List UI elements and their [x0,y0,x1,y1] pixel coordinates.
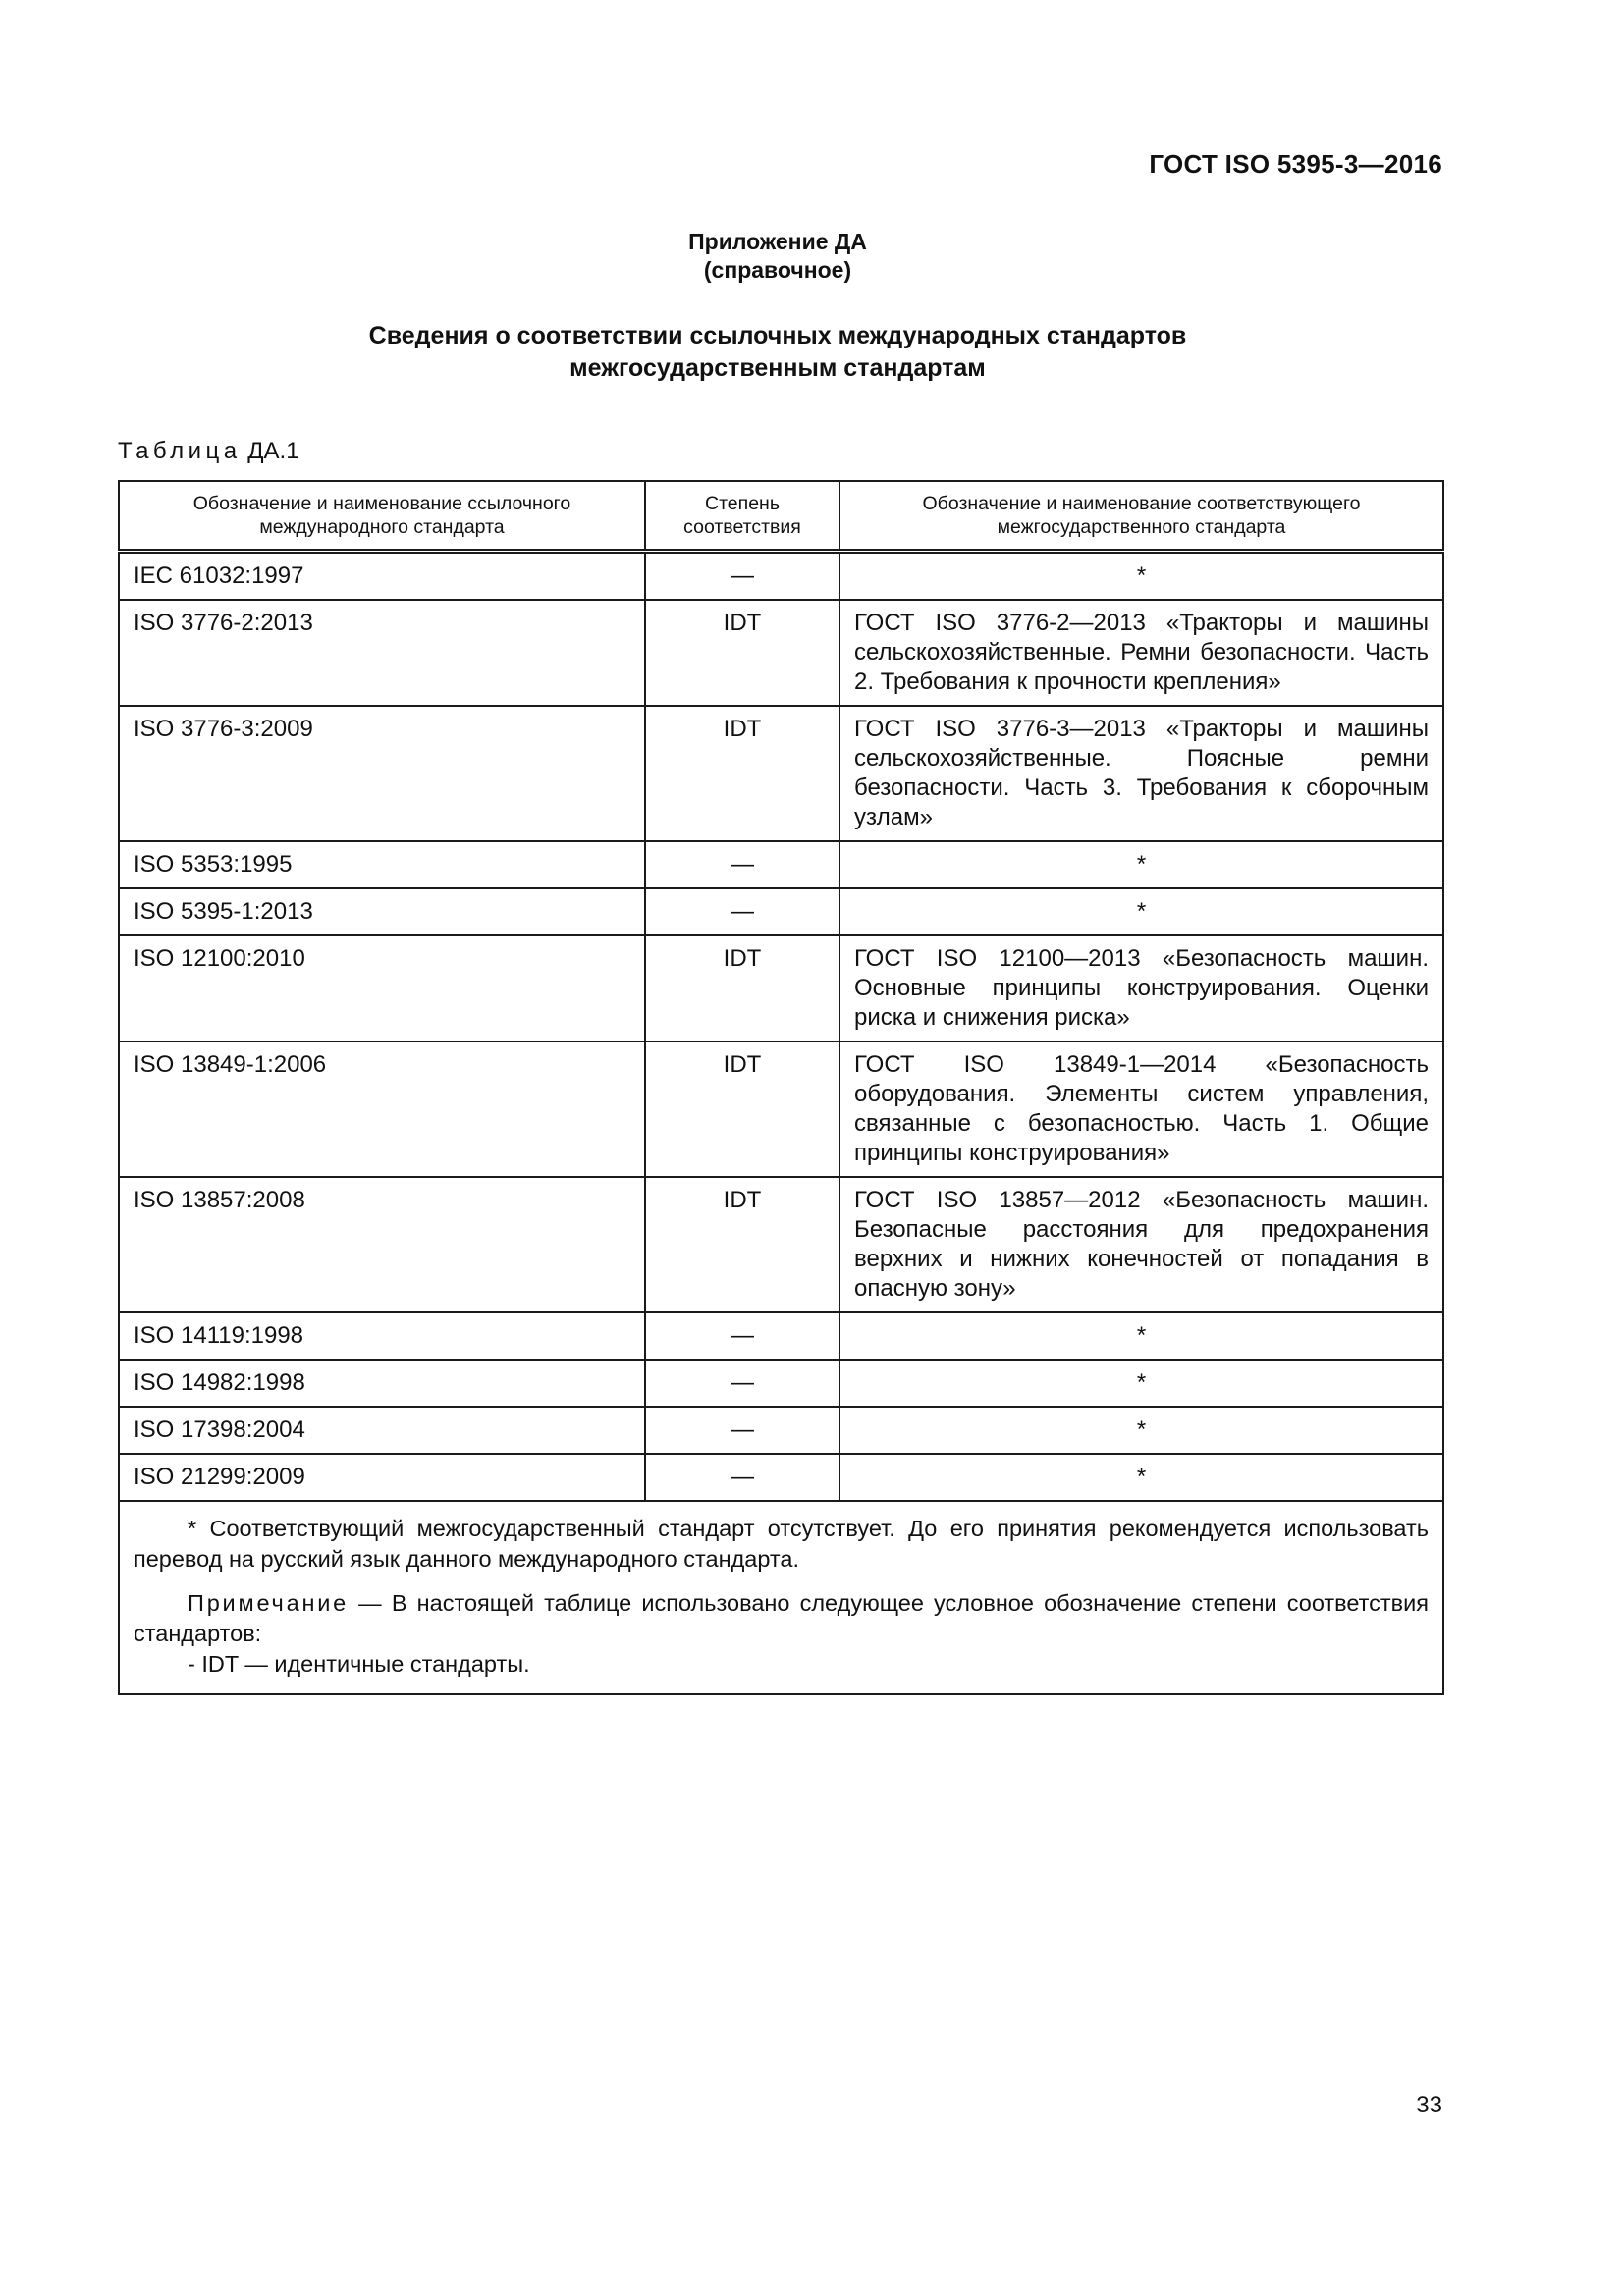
note-label: Примечание [188,1590,350,1616]
reference-standard-cell: ISO 14982:1998 [119,1360,645,1407]
reference-standard-cell: ISO 5395-1:2013 [119,888,645,935]
degree-cell: — [645,552,839,601]
table-row [119,1177,1443,1312]
degree-cell: IDT [645,1177,839,1312]
reference-standard-cell: ISO 14119:1998 [119,1312,645,1360]
document-code: ГОСТ ISO 5395-3—2016 [1149,149,1442,179]
interstate-standard-cell: * [839,552,1443,601]
interstate-standard-cell: * [839,1407,1443,1454]
section-title-line1: Сведения о соответствии ссылочных международных стандартов [368,322,1187,349]
table-row [119,600,1443,706]
annex-subtitle: (справочное) [703,257,852,283]
reference-standard-cell: ISO 13849-1:2006 [119,1041,645,1177]
table-caption [118,438,299,465]
interstate-standard-cell: ГОСТ ISO 13857—2012 «Безопасность машин. Безопасные расстояния для предохранения верхних и нижних конечностей от попадания в опасную зону» [839,1177,1443,1312]
table-caption-number: ДА.1 [247,438,299,464]
degree-cell: — [645,841,839,888]
page-number: 33 [1416,2092,1442,2118]
degree-cell: — [645,1360,839,1407]
interstate-standard-cell: ГОСТ ISO 3776-2—2013 «Тракторы и машины сельскохозяйственные. Ремни безопасности. Часть 2. Требования к прочности крепления» [839,600,1443,706]
header-interstate-standard: Обозначение и наименование соответствующего межгосударственного стандарта [839,481,1443,552]
reference-standard-cell: ISO 3776-2:2013 [119,600,645,706]
interstate-standard-cell: * [839,841,1443,888]
table-row [119,935,1443,1041]
degree-cell: — [645,1312,839,1360]
standards-table [118,480,1444,1695]
table-row [119,1454,1443,1501]
table-row [119,1407,1443,1454]
interstate-standard-cell: * [839,1312,1443,1360]
interstate-standard-cell: * [839,1360,1443,1407]
reference-standard-cell: ISO 17398:2004 [119,1407,645,1454]
degree-cell: IDT [645,706,839,841]
table-notes-row [119,1501,1443,1694]
reference-standard-cell: ISO 5353:1995 [119,841,645,888]
header-degree-of-conformity: Степень соответствия [645,481,839,552]
degree-cell: — [645,1454,839,1501]
degree-cell: IDT [645,1041,839,1177]
table-notes-cell [119,1501,1443,1694]
degree-cell: — [645,888,839,935]
degree-cell: IDT [645,935,839,1041]
reference-standard-cell: ISO 21299:2009 [119,1454,645,1501]
interstate-standard-cell: ГОСТ ISO 12100—2013 «Безопасность машин. Основные принципы конструирования. Оценки риска и снижения риска» [839,935,1443,1041]
table-note [134,1588,1429,1649]
interstate-standard-cell: ГОСТ ISO 3776-3—2013 «Тракторы и машины сельскохозяйственные. Поясные ремни безопасности. Часть 3. Требования к сборочным узлам» [839,706,1443,841]
interstate-standard-cell: * [839,888,1443,935]
reference-standard-cell: ISO 3776-3:2009 [119,706,645,841]
table-row [119,552,1443,601]
table-row [119,1360,1443,1407]
note-text: — В настоящей таблице использовано следующее условное обозначение степени соответствия стандартов: [134,1590,1429,1646]
table-header-row [119,481,1443,552]
reference-standard-cell: IEC 61032:1997 [119,552,645,601]
annex-title: Приложение ДА [688,229,867,254]
table-row [119,888,1443,935]
table-row [119,841,1443,888]
table-row [119,1312,1443,1360]
header-reference-standard: Обозначение и наименование ссылочного международного стандарта [119,481,645,552]
degree-cell: — [645,1407,839,1454]
annex-heading [0,228,1555,285]
degree-cell: IDT [645,600,839,706]
section-title-line2: межгосударственным стандартам [569,354,986,382]
interstate-standard-cell: * [839,1454,1443,1501]
table-row [119,706,1443,841]
reference-standard-cell: ISO 12100:2010 [119,935,645,1041]
table-footnote: * Соответствующий межгосударственный стандарт отсутствует. До его принятия рекомендуется использовать перевод на русский язык данного международного стандарта. [134,1516,1429,1572]
note-item: - IDT — идентичные стандарты. [188,1651,530,1677]
section-title [0,320,1555,385]
reference-standard-cell: ISO 13857:2008 [119,1177,645,1312]
table-row [119,1041,1443,1177]
interstate-standard-cell: ГОСТ ISO 13849-1—2014 «Безопасность оборудования. Элементы систем управления, связанные с безопасностью. Часть 1. Общие принципы конструирования» [839,1041,1443,1177]
table-caption-word: Таблица [118,438,242,464]
